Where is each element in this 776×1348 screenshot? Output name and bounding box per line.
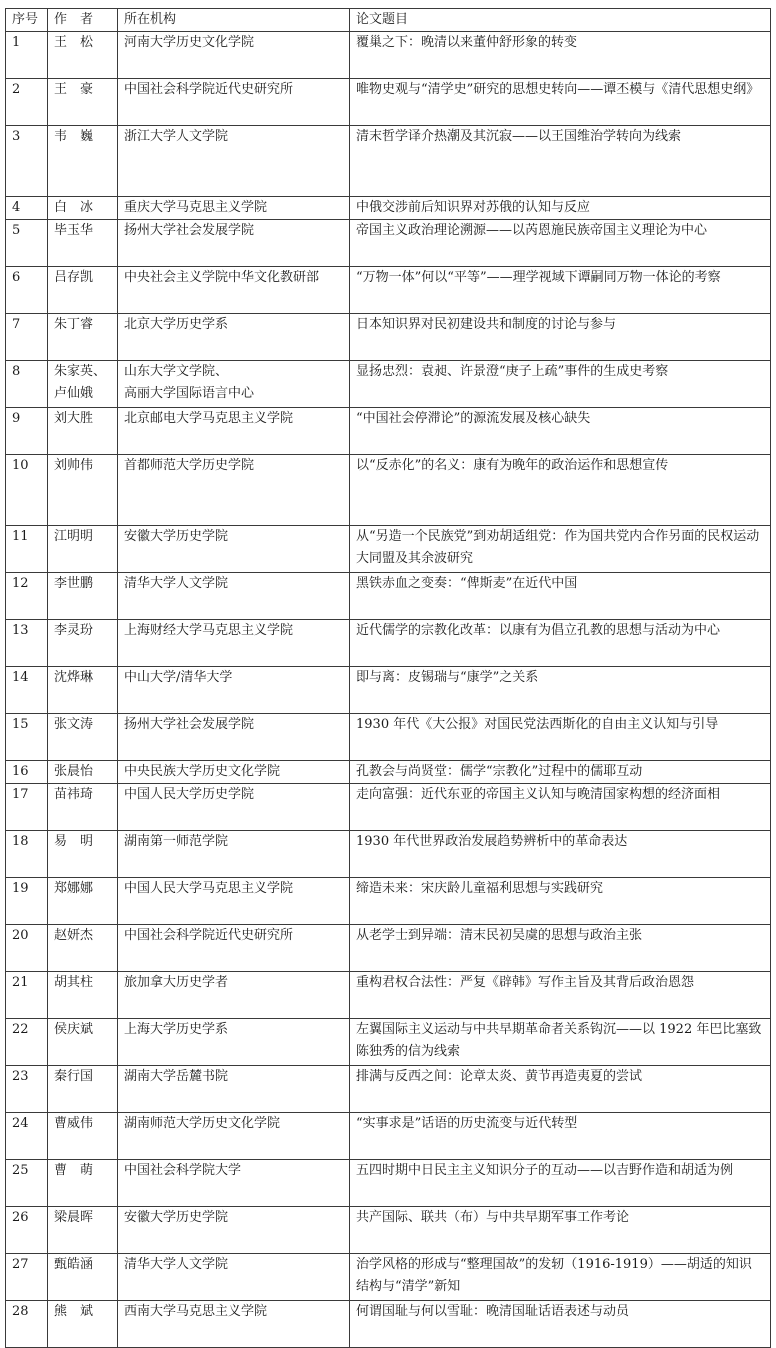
cell-institution: 山东大学文学院、 高丽大学国际语言中心 [118,361,350,408]
cell-author: 苗祎琦 [48,784,118,831]
table-row [6,761,771,784]
table-row [6,314,771,361]
cell-no: 13 [6,620,48,667]
cell-author: 韦 巍 [48,126,118,197]
table-row [6,620,771,667]
cell-title: 五四时期中日民主主义知识分子的互动——以吉野作造和胡适为例 [350,1160,771,1207]
cell-institution: 中央民族大学历史文化学院 [118,761,350,784]
cell-no: 6 [6,267,48,314]
cell-author: 张文涛 [48,714,118,761]
table-row [6,831,771,878]
cell-author: 曹威伟 [48,1113,118,1160]
cell-author: 郑娜娜 [48,878,118,925]
table-row [6,925,771,972]
paper-list-table [5,8,771,1348]
table-row [6,1019,771,1066]
cell-title: 左翼国际主义运动与中共早期革命者关系钩沉——以 1922 年巴比塞致陈独秀的信为线索 [350,1019,771,1066]
cell-no: 5 [6,220,48,267]
table-row [6,32,771,79]
cell-title: 帝国主义政治理论溯源——以芮恩施民族帝国主义理论为中心 [350,220,771,267]
cell-title: 孔教会与尚贤堂：儒学“宗教化”过程中的儒耶互动 [350,761,771,784]
table-row [6,1254,771,1301]
cell-title: 清末哲学译介热潮及其沉寂——以王国维治学转向为线索 [350,126,771,197]
table-row [6,1207,771,1254]
table-row [6,714,771,761]
cell-no: 27 [6,1254,48,1301]
cell-no: 23 [6,1066,48,1113]
table-row [6,573,771,620]
cell-no: 9 [6,408,48,455]
cell-title: 1930 年代世界政治发展趋势辨析中的革命表达 [350,831,771,878]
table-row [6,784,771,831]
cell-institution: 中国社会科学院近代史研究所 [118,925,350,972]
cell-title: 黑铁赤血之变奏：“俾斯麦”在近代中国 [350,573,771,620]
table-row [6,220,771,267]
cell-author: 曹 萌 [48,1160,118,1207]
cell-institution: 北京大学历史学系 [118,314,350,361]
cell-institution: 中国社会科学院大学 [118,1160,350,1207]
cell-institution: 扬州大学社会发展学院 [118,220,350,267]
cell-title: 中俄交涉前后知识界对苏俄的认知与反应 [350,197,771,220]
table-row [6,667,771,714]
table-row [6,1113,771,1160]
cell-no: 17 [6,784,48,831]
cell-no: 19 [6,878,48,925]
cell-no: 4 [6,197,48,220]
cell-title: 从“另造一个民族党”到劝胡适组党：作为国共党内合作另面的民权运动大同盟及其余波研究 [350,526,771,573]
cell-no: 10 [6,455,48,526]
cell-title: 重构君权合法性：严复《辟韩》写作主旨及其背后政治恩怨 [350,972,771,1019]
cell-title: 共产国际、联共（布）与中共早期军事工作考论 [350,1207,771,1254]
cell-author: 秦行国 [48,1066,118,1113]
cell-no: 7 [6,314,48,361]
cell-title: 覆巢之下：晚清以来董仲舒形象的转变 [350,32,771,79]
cell-author: 白 冰 [48,197,118,220]
cell-no: 12 [6,573,48,620]
cell-title: 从老学士到异端：清末民初吴虞的思想与政治主张 [350,925,771,972]
cell-author: 吕存凯 [48,267,118,314]
cell-institution: 湖南大学岳麓书院 [118,1066,350,1113]
cell-no: 21 [6,972,48,1019]
header-no: 序号 [6,9,48,32]
cell-no: 16 [6,761,48,784]
cell-author: 刘大胜 [48,408,118,455]
cell-institution: 河南大学历史文化学院 [118,32,350,79]
table-row [6,972,771,1019]
cell-title: 何谓国耻与何以雪耻：晚清国耻话语表述与动员 [350,1301,771,1348]
cell-no: 20 [6,925,48,972]
header-institution: 所在机构 [118,9,350,32]
cell-institution: 中国人民大学历史学院 [118,784,350,831]
cell-author: 朱家英、 卢仙娥 [48,361,118,408]
cell-institution: 中山大学/清华大学 [118,667,350,714]
cell-institution: 湖南第一师范学院 [118,831,350,878]
header-author: 作 者 [48,9,118,32]
table-row [6,878,771,925]
cell-author: 王 豪 [48,79,118,126]
cell-author: 梁晨晖 [48,1207,118,1254]
cell-no: 25 [6,1160,48,1207]
cell-title: “万物一体”何以“平等”——理学视域下谭嗣同万物一体论的考察 [350,267,771,314]
cell-no: 14 [6,667,48,714]
cell-institution: 西南大学马克思主义学院 [118,1301,350,1348]
cell-institution: 首都师范大学历史学院 [118,455,350,526]
table-row [6,1066,771,1113]
cell-institution: 安徽大学历史学院 [118,1207,350,1254]
cell-institution: 中国社会科学院近代史研究所 [118,79,350,126]
cell-author: 王 松 [48,32,118,79]
cell-no: 26 [6,1207,48,1254]
cell-title: 排满与反西之间：论章太炎、黄节再造夷夏的尝试 [350,1066,771,1113]
cell-author: 刘帅伟 [48,455,118,526]
cell-author: 朱丁睿 [48,314,118,361]
cell-title: 以“反赤化”的名义：康有为晚年的政治运作和思想宣传 [350,455,771,526]
cell-author: 毕玉华 [48,220,118,267]
table-row [6,126,771,197]
cell-author: 胡其柱 [48,972,118,1019]
cell-title: 缔造未来：宋庆龄儿童福利思想与实践研究 [350,878,771,925]
cell-author: 李世鹏 [48,573,118,620]
cell-no: 1 [6,32,48,79]
cell-author: 张晨怡 [48,761,118,784]
cell-title: 治学风格的形成与“整理国故”的发轫（1916-1919）——胡适的知识结构与“清学”新知 [350,1254,771,1301]
table-row [6,79,771,126]
cell-institution: 上海财经大学马克思主义学院 [118,620,350,667]
cell-title: 近代儒学的宗教化改革：以康有为倡立孔教的思想与活动为中心 [350,620,771,667]
table-row [6,455,771,526]
cell-institution: 湖南师范大学历史文化学院 [118,1113,350,1160]
cell-institution: 中央社会主义学院中华文化教研部 [118,267,350,314]
cell-institution: 安徽大学历史学院 [118,526,350,573]
cell-no: 18 [6,831,48,878]
table-row [6,267,771,314]
cell-no: 24 [6,1113,48,1160]
cell-title: 唯物史观与“清学史”研究的思想史转向——谭丕模与《清代思想史纲》 [350,79,771,126]
table-row [6,197,771,220]
table-row [6,1160,771,1207]
cell-no: 8 [6,361,48,408]
table-row [6,361,771,408]
cell-author: 赵妍杰 [48,925,118,972]
cell-title: 1930 年代《大公报》对国民党法西斯化的自由主义认知与引导 [350,714,771,761]
cell-title: 显扬忠烈：袁昶、许景澄“庚子上疏”事件的生成史考察 [350,361,771,408]
table-row [6,408,771,455]
table-body [6,32,771,1348]
cell-author: 熊 斌 [48,1301,118,1348]
cell-institution: 扬州大学社会发展学院 [118,714,350,761]
cell-institution: 清华大学人文学院 [118,1254,350,1301]
cell-no: 3 [6,126,48,197]
cell-institution: 上海大学历史学系 [118,1019,350,1066]
cell-institution: 清华大学人文学院 [118,573,350,620]
cell-title: “实事求是”话语的历史流变与近代转型 [350,1113,771,1160]
cell-institution: 中国人民大学马克思主义学院 [118,878,350,925]
cell-title: 日本知识界对民初建设共和制度的讨论与参与 [350,314,771,361]
table-row [6,1301,771,1348]
cell-institution: 旅加拿大历史学者 [118,972,350,1019]
table-row [6,526,771,573]
cell-author: 甄皓涵 [48,1254,118,1301]
cell-author: 江明明 [48,526,118,573]
cell-no: 28 [6,1301,48,1348]
cell-title: 走向富强：近代东亚的帝国主义认知与晚清国家构想的经济面相 [350,784,771,831]
cell-no: 22 [6,1019,48,1066]
cell-title: “中国社会停滞论”的源流发展及核心缺失 [350,408,771,455]
cell-institution: 北京邮电大学马克思主义学院 [118,408,350,455]
cell-no: 11 [6,526,48,573]
cell-author: 李灵玢 [48,620,118,667]
cell-institution: 浙江大学人文学院 [118,126,350,197]
cell-author: 沈烨琳 [48,667,118,714]
header-title: 论文题目 [350,9,771,32]
cell-title: 即与离：皮锡瑞与“康学”之关系 [350,667,771,714]
cell-author: 侯庆斌 [48,1019,118,1066]
table-header-row [6,9,771,32]
cell-author: 易 明 [48,831,118,878]
cell-no: 15 [6,714,48,761]
cell-institution: 重庆大学马克思主义学院 [118,197,350,220]
cell-no: 2 [6,79,48,126]
